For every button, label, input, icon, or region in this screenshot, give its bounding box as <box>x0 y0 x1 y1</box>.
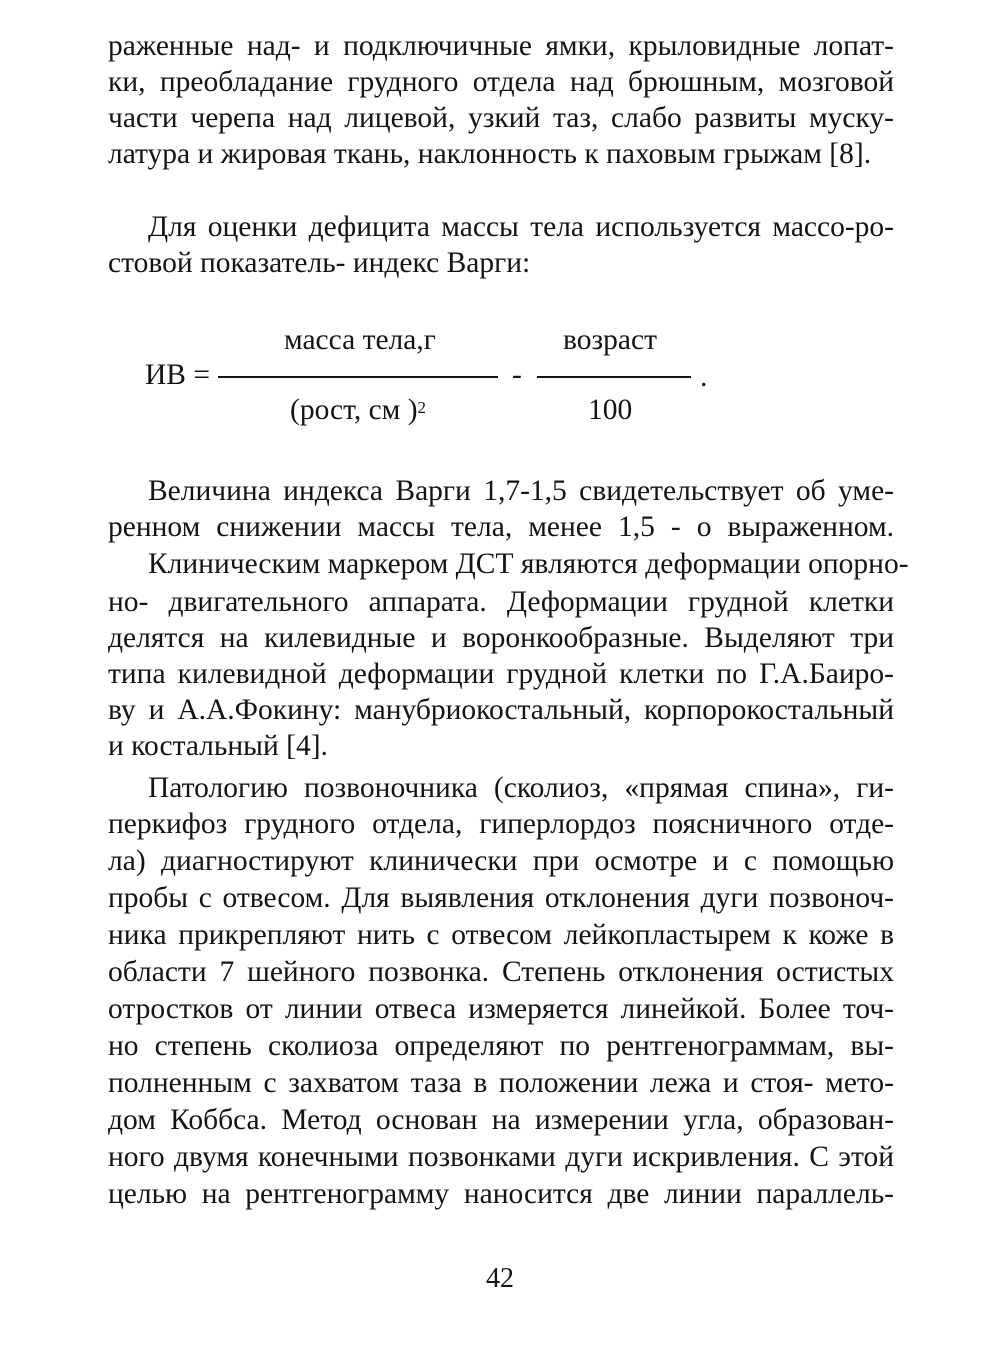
page-number: 42 <box>486 1263 514 1294</box>
fraction-bar-1 <box>218 376 498 378</box>
paragraph-3-line-1: Величина индекса Варги 1,7-1,5 свидетельствует об уме- <box>148 475 894 507</box>
paragraph-5-line-11: ного двумя конечными позвонками дуги искривления. С этой <box>108 1141 894 1173</box>
paragraph-5-line-3: ла) диагностируют клинически при осмотре и с помощью <box>108 845 894 877</box>
paragraph-4-line-5: ву и А.А.Фокину: манубриокостальный, корпорокостальный <box>108 694 894 726</box>
paragraph-5-line-10: дом Коббса. Метод основан на измерении угла, образован- <box>108 1104 894 1136</box>
fraction-bar-2 <box>537 376 691 378</box>
paragraph-5-line-1: Патологию позвоночника (сколиоз, «прямая спина», ги- <box>148 772 894 804</box>
paragraph-1-line-4: латура и жировая ткань, наклонность к паховым грыжам [8]. <box>108 138 872 170</box>
paragraph-2-line-2: стовой показатель- индекс Варги: <box>108 247 531 279</box>
paragraph-5-line-2: перкифоз грудного отдела, гиперлордоз поясничного отде- <box>108 808 894 840</box>
paragraph-1-line-2: ки, преобладание грудного отдела над брюшным, мозговой <box>108 66 894 98</box>
paragraph-5-line-8: но степень сколиоза определяют по рентгенограммам, вы- <box>108 1030 894 1062</box>
formula-lhs: ИВ = <box>145 359 210 391</box>
formula-denominator-1 <box>290 392 426 428</box>
paragraph-2-line-1: Для оценки дефицита массы тела используется массо-ро- <box>148 211 894 243</box>
paragraph-5-line-12: целью на рентгенограмму наносится две линии параллель- <box>108 1178 894 1210</box>
paragraph-1-line-3: части черепа над лицевой, узкий таз, слабо развиты муску- <box>108 102 894 134</box>
formula-operator: - <box>512 359 522 391</box>
paragraph-4-line-2: но- двигательного аппарата. Деформации грудной клетки <box>108 586 894 618</box>
formula-denominator-2: 100 <box>588 394 633 426</box>
formula-numerator-2: возраст <box>563 324 657 356</box>
paragraph-5-line-5: ника прикрепляют нить с отвесом лейкопластырем к коже в <box>108 919 894 951</box>
paragraph-3-line-2: ренном снижении массы тела, менее 1,5 - о выраженном. <box>108 511 894 543</box>
paragraph-5-line-4: пробы с отвесом. Для выявления отклонения дуги позвоноч- <box>108 882 894 914</box>
paragraph-4-line-6: и костальный [4]. <box>108 730 328 762</box>
paragraph-5-line-9: полненным с захватом таза в положении лежа и стоя- мето- <box>108 1067 894 1099</box>
paragraph-4-line-4: типа килевидной деформации грудной клетки по Г.А.Баиро- <box>108 658 894 690</box>
formula-denominator-1-base: (рост, см ) <box>290 394 418 426</box>
paragraph-5-line-7: отростков от линии отвеса измеряется линейкой. Более точ- <box>108 993 894 1025</box>
paragraph-4-line-3: делятся на килевидные и воронкообразные. Выделяют три <box>108 622 894 654</box>
formula-numerator-1: масса тела,г <box>284 324 436 356</box>
paragraph-5-line-6: области 7 шейного позвонка. Степень отклонения остистых <box>108 956 894 988</box>
paragraph-4-line-1: Клиническим маркером ДСТ являются деформации опорно- <box>148 548 909 580</box>
formula-denominator-1-exponent: 2 <box>417 398 427 417</box>
paragraph-1-line-1: раженные над- и подключичные ямки, крыловидные лопат- <box>108 30 894 62</box>
formula-end-period: . <box>700 361 708 393</box>
